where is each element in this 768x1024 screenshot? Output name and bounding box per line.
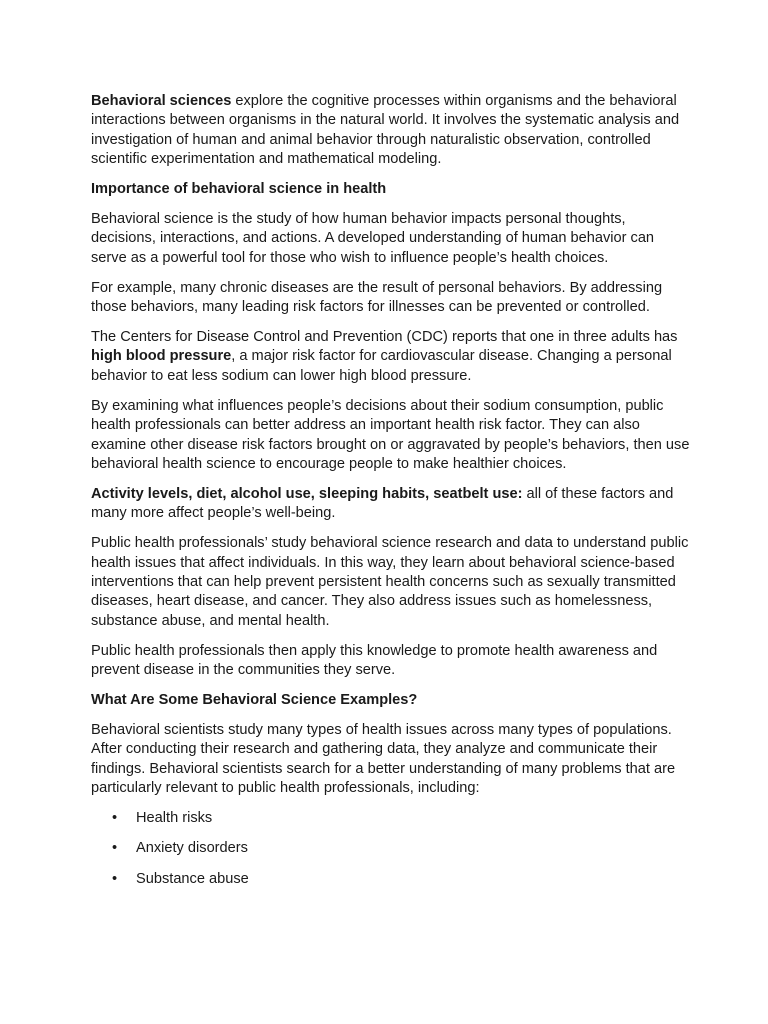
list-item-text: Substance abuse: [136, 870, 249, 887]
cdc-paragraph: [91, 328, 691, 386]
apply-paragraph: Public health professionals then apply this knowledge to promote health awareness and prevent disease in the communities they serve.: [91, 642, 658, 679]
list-item: [91, 809, 691, 828]
bullet-icon: •: [112, 870, 118, 887]
list-item: [91, 839, 691, 858]
factors-bold: Activity levels, diet, alcohol use, sleeping habits, seatbelt use:: [91, 485, 523, 502]
list-item-text: Health risks: [136, 810, 213, 827]
intro-paragraph: [91, 92, 691, 170]
document-page: [91, 92, 691, 900]
cdc-text-after: , a major risk factor for cardiovascular disease. Changing a personal behavior to eat less sodium can lower high blood pressure.: [91, 348, 672, 384]
list-item: [91, 870, 691, 889]
bullet-list: [91, 809, 691, 889]
cdc-bold-term: high blood pressure: [91, 348, 232, 365]
intro-text: explore the cognitive processes within organisms and the behavioral interactions between organisms in the natural world. It involves the systematic analysis and investigation of human and animal behavior through naturalistic observation, controlled scientific experimentation and mathematical modeling.: [91, 93, 680, 168]
scientists-paragraph: Behavioral scientists study many types of health issues across many types of populations. After conducting their research and gathering data, they analyze and communicate their findings. Behavioral scientists search for a better understanding of many problems that are particularly relevant to public health professionals, including:: [91, 721, 676, 797]
heading-examples: What Are Some Behavioral Science Examples?: [91, 692, 418, 709]
example-paragraph: For example, many chronic diseases are the result of personal behaviors. By addressing those behaviors, many leading risk factors for illnesses can be prevented or controlled.: [91, 279, 663, 316]
heading-importance: Importance of behavioral science in health: [91, 181, 387, 198]
intro-term: Behavioral sciences: [91, 93, 232, 109]
bullet-icon: •: [112, 810, 118, 827]
bullet-icon: •: [112, 840, 118, 857]
definition-paragraph: Behavioral science is the study of how human behavior impacts personal thoughts, decisions, interactions, and actions. A developed understanding of human behavior can serve as a powerful tool for those who wish to influence people’s health choices.: [91, 211, 655, 266]
cdc-text-before: The Centers for Disease Control and Prevention (CDC) reports that one in three adults has: [91, 329, 678, 346]
factors-text: all of these factors and many more affect people’s well-being.: [91, 485, 674, 522]
professionals-paragraph: Public health professionals’ study behavioral science research and data to understand public health issues that affect individuals. In this way, they learn about behavioral science-based interventions that can help prevent persistent health concerns such as sexually transmitted diseases, heart disease, and cancer. They also address issues such as homelessness, substance abuse, and mental health.: [91, 535, 689, 629]
list-item-text: Anxiety disorders: [136, 840, 248, 857]
sodium-paragraph: By examining what influences people’s decisions about their sodium consumption, public health professionals can better address an important health risk factor. They can also examine other disease risk factors brought on or aggravated by people’s behaviors, then use behavioral health science to encourage people to make healthier choices.: [91, 397, 690, 472]
factors-paragraph: [91, 485, 691, 524]
